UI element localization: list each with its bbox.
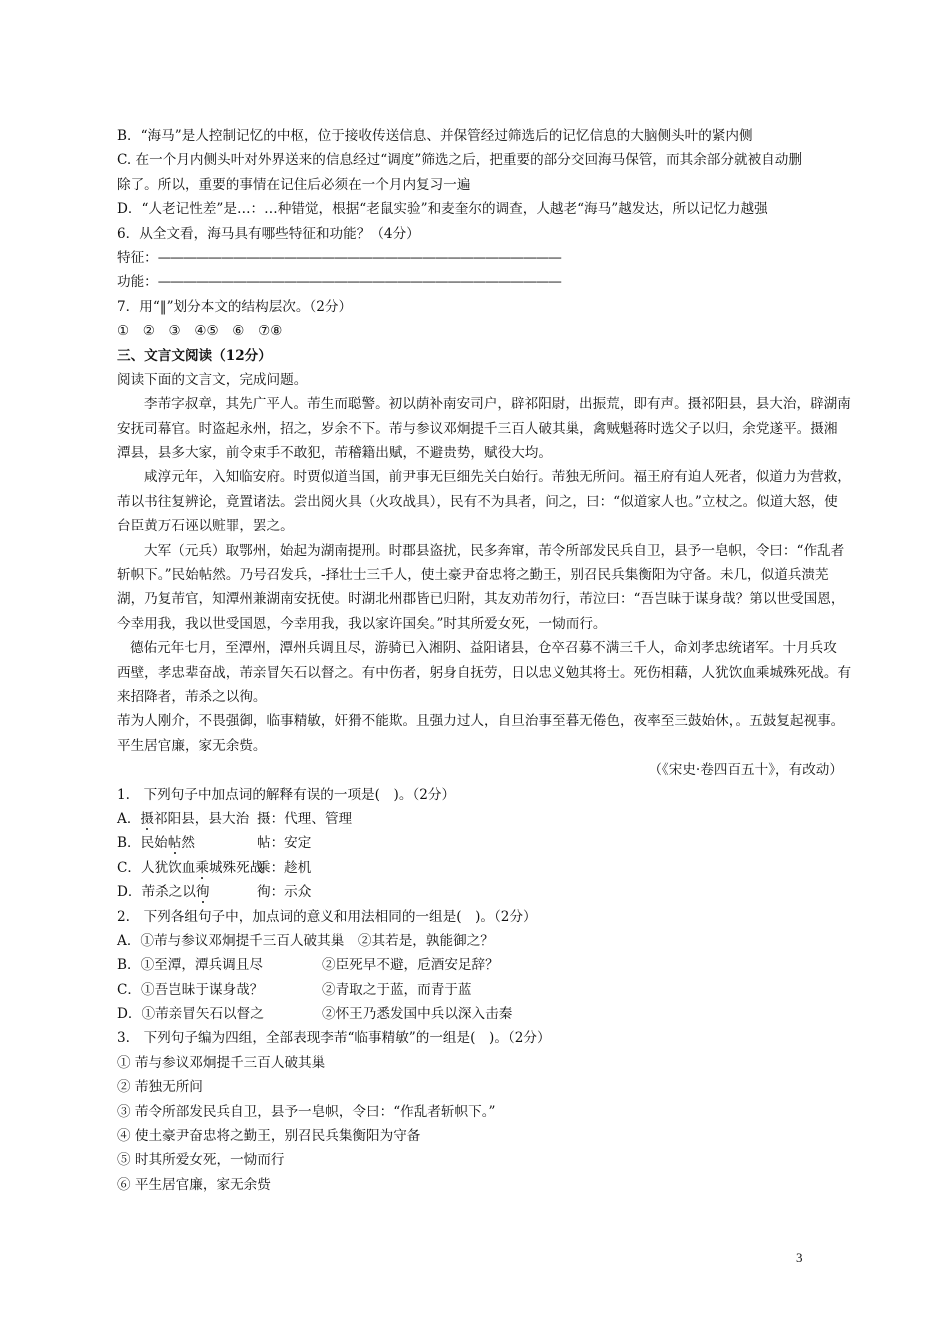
q1-option-a: A．摄祁阳县，县大治 摄：代理、管理 [117,810,353,827]
passage-p3-line1: 大军（元兵）取鄂州，始起为湖南提刑。时郡县盗扰，民多奔窜，芾令所部发民兵自卫，县予一皂帜，令曰：“作乱者 [144,542,845,559]
passage-p2-line2: 芾以书往复辨论，竟置诸法。尝出阅火具（火攻战具），民有不为具者，问之，曰：“似道家人也。”立杖之。似道大怒，使 [117,493,838,510]
q2-option-a: A．①芾与参议邓炯提千三百人破其巢 ②其若是，孰能御之？ [117,932,494,949]
q1-explanation-a: 摄：代理、管理 [257,810,353,827]
q5-option-d: D．“人老记性差”是…：…种错觉，根据“老鼠实验”和麦奎尔的调查，人越老“海马”越发达，所以记忆力越强 [117,201,768,218]
passage-p1-line1: 李芾字叔章，其先广平人。芾生而聪警。初以荫补南安司户，辟祁阳尉，出振荒，即有声。摄祁阳县，县大治，辟湖南 [144,396,851,413]
q1-dotted-word-b: 帖 [167,835,182,852]
section3-heading: 三、文言文阅读（12分） [117,347,272,364]
passage-source: （《宋史·卷四百五十》，有改动） [648,762,843,779]
q5-option-c-line1: C. 在一个月内侧头叶对外界送来的信息经过“调度”筛选之后，把重要的部分交回海马保管，而其余部分就被自动删 [117,152,802,169]
page-number: 3 [796,1250,803,1265]
page-content [117,124,852,1197]
q6-feature-label: 特征： [117,249,158,266]
q6-question: 6．从全文看，海马具有哪些特征和功能？（4分） [117,225,420,242]
q1-dotted-word-a: 摄 [140,810,155,827]
q1-dotted-word-d: 徇 [195,884,210,901]
q7-question: 7．用“‖”划分本文的结构层次。（2分） [117,298,353,315]
q3-item-2: ② 芾独无所问 [117,1079,203,1096]
q1-option-c: C．人犹饮血乘城殊死战乘：趁机 [117,859,312,876]
q6-function-line [117,270,847,294]
passage-p2-line1: 咸淳元年，入知临安府。时贾似道当国，前尹事无巨细先关白始行。芾独无所问。福王府有迫人死者，似道力为营救， [144,469,851,486]
passage-p4-line2: 西壁，孝忠辈奋战，芾亲冒矢石以督之。有中伤者，躬身自抚劳，日以忠义勉其将士。死伤相藉，人犹饮血乘城殊死战。有 [117,664,852,681]
q1-explanation-b: 帖：安定 [257,835,312,852]
passage-p5-line1: 芾为人刚介，不畏强御，临事精敏，奸猾不能欺。且强力过人，自旦治事至暮无倦色，夜率至三鼓始休，。五鼓复起视事。 [117,713,845,730]
q3-item-1: ① 芾与参议邓炯提千三百人破其巢 [117,1054,326,1071]
q2-option-d: D．①芾亲冒矢石以督之 ②怀王乃悉发国中兵以深入击秦 [117,1006,513,1023]
q3-stem: 3. 下列句子编为四组，全部表现李芾“临事精敏”的一组是( )。（2分） [117,1030,551,1047]
q1-dotted-word-c: 乘 [195,859,209,876]
q1-option-b: B．民始帖然 帖：安定 [117,835,312,852]
q7-paragraph-marks: ① ② ③ ④⑤ ⑥ ⑦⑧ [117,323,283,340]
q3-item-4: ④ 使土豪尹奋忠将之勤王，别召民兵集衡阳为守备 [117,1128,421,1145]
q5-option-b: B．“海马”是人控制记忆的中枢，位于接收传送信息、并保管经过筛选后的记忆信息的大脑侧头叶的紧内侧 [117,128,753,144]
passage-p2-line3: 台臣黄万石诬以赃罪，罢之。 [117,518,294,535]
passage-p4-line1: 德佑元年七月，至潭州，潭州兵调且尽，游骑已入湘阴、益阳诸县，仓卒召募不满三千人，命刘孝忠统诸军。十月兵攻 [130,640,837,657]
q2-stem: 2. 下列各组句子中，加点词的意义和用法相同的一组是( )。（2分） [117,908,537,925]
passage-p3-line3: 湖，乃复芾官，知潭州兼湖南安抚使。时湖北州郡皆已归附，其友劝芾勿行，芾泣曰：“吾岂昧于谋身哉？第以世受国恩， [117,591,845,608]
q3-item-5: ⑤ 时其所爱女死，一恸而行 [117,1152,285,1169]
q6-feature-line [117,246,847,270]
q6-function-label: 功能： [117,274,158,291]
passage-p3-line2: 斩帜下。”民始帖然。乃号召发兵，-择壮士三千人，使土豪尹奋忠将之勤王，别召民兵集衡阳为守备。未几，似道兵溃芜 [117,567,829,584]
q5-option-c-line2: 除了。所以，重要的事情在记住后必须在一个月内复习一遍 [117,176,471,193]
q2-option-b: B．①至潭，潭兵调且尽 ②臣死早不避，卮酒安足辞？ [117,957,499,974]
passage-p4-line3: 来招降者，芾杀之以徇。 [117,688,267,705]
q6-feature-blank: ———————————————————————————————— [157,249,561,266]
section3-intro: 阅读下面的文言文，完成问题。 [117,371,308,388]
q6-function-blank: ———————————————————————————————— [157,274,561,291]
q3-item-3: ③ 芾令所部发民兵自卫，县予一皂帜，令曰：“作乱者斩帜下。” [117,1103,496,1120]
passage-p3-line4: 今幸用我，我以世受国恩，今幸用我，我以家许国矣。”时其所爱女死，一恸而行。 [117,615,607,632]
q1-stem: 1. 下列句子中加点词的解释有误的一项是( )。（2分） [117,786,456,803]
q1-explanation-d: 徇：示众 [257,884,312,901]
passage-p1-line2: 安抚司幕官。时盗起永州，招之，岁余不下。芾与参议邓炯提千三百人破其巢，禽贼魁蒋时选父子以归，余党遂平。摄湘 [117,420,838,437]
q1-option-d: D．芾杀之以徇 徇：示众 [117,884,312,901]
q1-explanation-c: 乘：趁机 [257,859,312,876]
q2-option-c: C．①吾岂昧于谋身哉？ ②青取之于蓝，而青于蓝 [117,981,472,998]
passage-p1-line3: 潭县，县多大家，前令束手不敢犯，芾稽籍出赋，不避贵势，赋役大均。 [117,445,552,462]
passage-p5-line2: 平生居官廉，家无余赀。 [117,737,267,754]
q3-item-6: ⑥ 平生居官廉，家无余赀 [117,1176,271,1193]
